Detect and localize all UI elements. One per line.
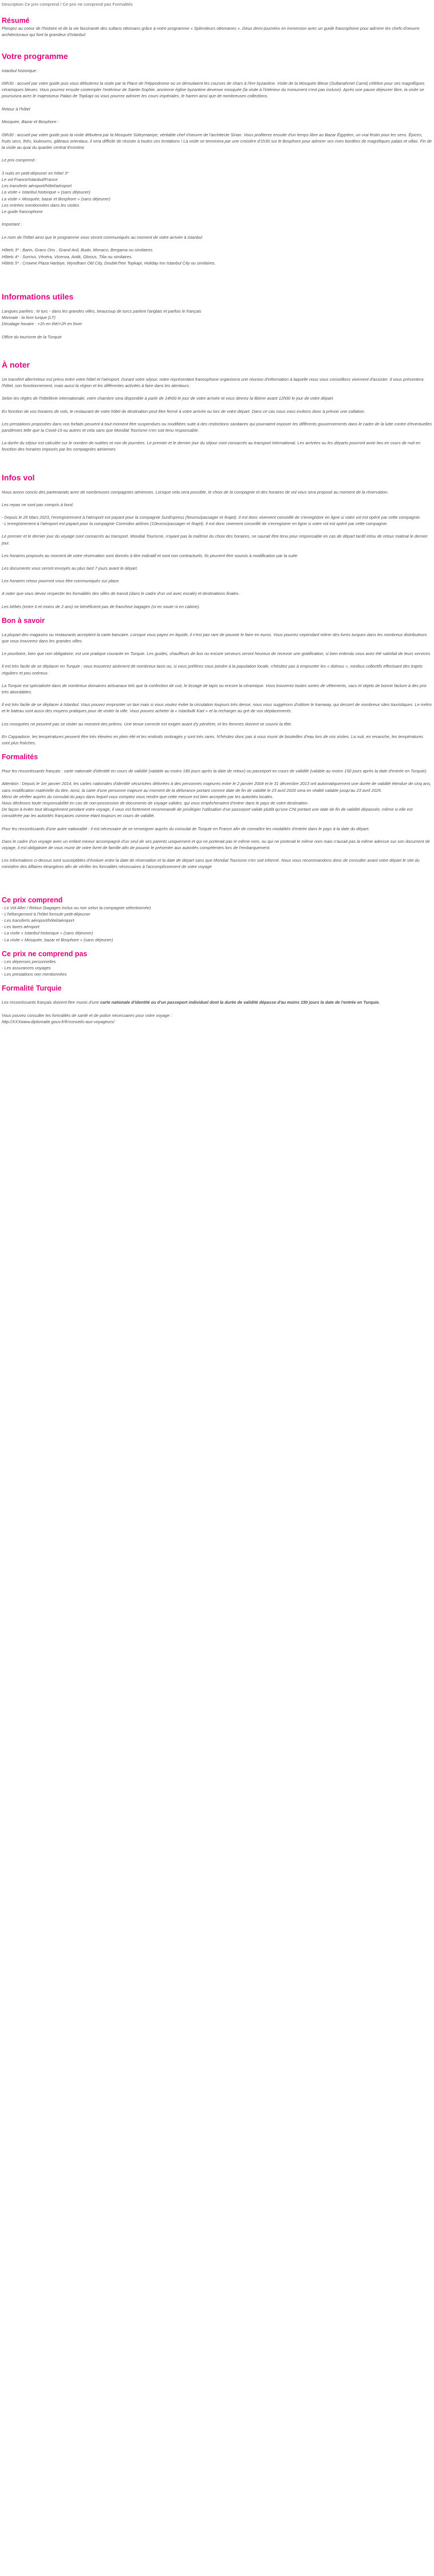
a-noter-paragraph: Les prestations proposées dans nos forfaits peuvent à tout moment être suspendues ou modifiées suite à des restrictions sanitaires qui pourraient imposer les différents gouvernements dans le cadre de la lutte contre d'éventuelles pandémies telle que la Covid-19 ou autres et cela sans que Mondial Tourisme n'en soit tenu responsable.	[2, 421, 432, 433]
programme-line	[2, 125, 432, 131]
infos-vol-paragraph: Les repas ne sont pas compris à bord.	[2, 502, 74, 507]
programme-line: Hôtels 3* : Barin, Grans Ons , Grand Anil, Budo, Monaco, Bergama ou similaires.	[2, 247, 154, 253]
nav-description[interactable]: Description	[2, 2, 23, 7]
formalites-body	[2, 768, 432, 870]
prix-comprend-item: - Les transferts aéroport/hôtel/aéroport	[2, 918, 74, 924]
programme-line	[2, 74, 432, 80]
infos-vol-paragraph: Les documents vous seront envoyés au plus tard 7 jours avant le départ.	[2, 565, 138, 571]
infos-vol-body	[2, 489, 432, 610]
nav-separator: /	[60, 2, 62, 7]
prix-comprend-item: - Le Vol Aller / Retour (bagages inclus ou non selon la compagnie sélectionnée)	[2, 905, 151, 910]
programme-line	[2, 112, 432, 119]
infos-vol-paragraph: Les horaires retour pourront vous être communiqués sur place.	[2, 578, 120, 584]
prix-exclut-item: - Les assurances voyages	[2, 965, 51, 971]
programme-line: Important :	[2, 222, 22, 227]
a-noter-paragraph: En fonction de vos horaires de vols, le restaurant de votre hôtel de destination peut être fermé à votre arrivée ou lors de votre départ. Dans ce cas nous vous invitons donc à prévoir une collation.	[2, 408, 365, 414]
formalites-title: Formalités	[2, 753, 38, 762]
programme-line: La visite « Mosquée, bazar et Bosphore » (sans déjeuner)	[2, 196, 111, 202]
infos-utiles-title: Informations utiles	[2, 291, 74, 301]
bon-savoir-paragraph: En Cappadoce, les températures peuvent être très élevées en plein été et les endroits ombragés y sont très rares. N'hésitez donc pas à vous munir de bouteilles d'eau lors de vos visites. La nuit, en revanche, les températures sont plus fraîches.	[2, 733, 424, 746]
bon-savoir-paragraph: Il est très facile de se déplacer à Istanbul. Vous pouvez emprunter un taxi mais si vous voulez éviter la circulation toujours très dense, nous vous suggérons d'utiliser le tramway, qui dessert de nombreux sites touristiques. Le métro et le bateau sont aussi des moyens pratiques pour de visiter la ville. Vous pouvez acheter la « Istanbulk Kart » et la recharger au gré de vos déplacements.	[2, 702, 432, 714]
infos-utiles-line: Office du tourisme de la Turquie	[2, 334, 62, 340]
bon-savoir-title: Bon à savoir	[2, 616, 45, 625]
programme-line: Le vol France/Istanbul/France	[2, 177, 58, 183]
programme-body	[2, 68, 432, 266]
infos-vol-paragraph: - Depuis le 26 Mars 2023, l'enregistrement à l'aéroport est payant pour la compagnie SunExpress (5euros/passager et /trajet). Il est donc vivement conseillé de s'enregistrer en ligne si votre vol est opéré par cette compagnie. - L'enregistrement à l'aéroport est payant pour la compagnie Corendon airlines (10euros/passager et /trajet). Il est donc vivement conseillé de s'enregistrer en ligne si votre vol est opéré par cette compagnie.	[2, 514, 421, 527]
page	[0, 0, 434, 1029]
programme-line: Le nom de l'hôtel ainsi que le programme vous seront communiqués au moment de votre arrivée à Istanbul	[2, 234, 203, 240]
nav-formalities[interactable]: Formalités	[112, 2, 133, 7]
prix-comprend-item: - La visite « Istanbul historique » (sans déjeuner)	[2, 930, 93, 936]
prix-comprend-title: Ce prix comprend	[2, 896, 63, 904]
a-noter-paragraph: La durée du séjour est calculée sur le nombre de nuitées et non de journées. Le premier et le dernier jour du séjour sont consacrés au transport international. Les arrivées ou les départs pourront avoir lieu en cours de nuit en fonction des horaires imposés par les compagnies aériennes	[2, 440, 421, 452]
programme-line	[2, 215, 432, 221]
programme-line: Le prix comprend :	[2, 157, 37, 163]
formalites-paragraph: Pour les ressortissants français : carte nationale d'identité en cours de validité (valable au moins 180 jours après la date de retour) ou passeport en cours de validité (valable au moins 150 jours après la date d'entrée en Turquie).	[2, 768, 428, 774]
formalites-paragraph: Dans le cadre d'un voyage avec un enfant mineur accompagné d'un seul de ses parents uniquement et qui ne porterait pas le même nom, ou qui ne porterait le même nom mais n'aurait pas la même adresse sur son document de voyage, il est obligatoire de vous munir de votre livret de famille afin de pouvoir le présenter aux autorités compétentes lors de l'embarquement.	[2, 838, 430, 851]
infos-vol-paragraph: A noter que vous devez respecter les formalités des villes de transit (dans le cadre d'un vol avec escale) et destinations finales.	[2, 591, 240, 597]
programme-title: Votre programme	[2, 51, 68, 61]
programme-line: Mosquée, Bazar et Bosphore :	[2, 119, 59, 125]
prix-comprend-list	[2, 905, 432, 943]
infos-vol-paragraph: Le premier et le dernier jour du voyage sont consacrés au transport. Mondial Tourisme, n'ayant pas la maîtrise du choix des horaires, ne saurait être tenu pour responsable en cas de départ tardif et/ou de retour matinal le dernier jour.	[2, 534, 428, 546]
formalite-turquie-intro: Les ressortissants français doivent être munis d'une	[2, 1000, 100, 1005]
prix-comprend-item: - Les taxes aéroport	[2, 924, 40, 930]
bon-savoir-paragraph: Le pourboire, bien que non obligatoire, est une pratique courante en Turquie. Les guides, chauffeurs de bus ou encore serveurs seront heureux de recevoir une gratification, si bien entendu vous avez été satisfait de leurs services.	[2, 651, 432, 657]
prix-exclut-list	[2, 958, 432, 978]
top-nav	[2, 1, 432, 7]
infos-vol-paragraph: Les bébés (entre 0 et moins de 2 ans) ne bénéficient pas de franchise bagages (ni en soute ni en cabine).	[2, 603, 200, 609]
formalite-turquie-consult: Vous pouvez consulter les formalités de santé et de police nécessaires pour votre voyage :	[2, 1012, 172, 1018]
formalite-turquie-text	[2, 999, 432, 1005]
programme-line: Istanbul historique :	[2, 68, 39, 73]
infos-utiles-line: Monnaie : la livre turque (LT)	[2, 315, 56, 321]
infos-utiles-body	[2, 308, 432, 340]
a-noter-body	[2, 376, 432, 453]
programme-line: Le guide francophone	[2, 209, 43, 215]
prix-comprend-item: - La visite « Mosquée, bazar et Bosphore » (sans déjeuner)	[2, 937, 113, 942]
a-noter-paragraph: Selon les règles de l'hôtellerie internationale, votre chambre sera disponible à partir de 14h00 le jour de votre arrivée et vous devrez la libérer avant 12h00 le jour de votre départ.	[2, 396, 334, 401]
infos-utiles-line: Langues parlées : le turc - dans les grandes villes, beaucoup de turcs parlent l'anglais et parfois le français	[2, 308, 202, 314]
formalites-paragraph: Attention : Depuis le 1er janvier 2014, les cartes nationales d'identité sécurisées délivrées à des personnes majeures entre le 2 janvier 2004 et le 31 décembre 2013 ont automatiquement une durée de validité étendue de cinq ans, sans modification matérielle du titre. Ainsi, la carte d'une personne majeure au moment de la délivrance portant comme date de fin de validité le 23 avril 2020 sera en réalité valable jusqu'au 23 avril 2025. Merci de vérifier auprès du consulat du pays dans lequel vous comptez vous rendre que cette mesure est bien acceptée par les autorités locales. Nous déclinons toute responsabilité en cas de non-possession de documents de voyage valides, qui vous empêcheraient d'entrer dans le pays de votre destination. De façon à éviter tout désagrément pendant votre voyage, il vous est fortement recommandé de privilégier l'utilisation d'un passeport valide plutôt qu'une CNI portant une date de fin de validité dépassée, même si elle est considérée par les autorités françaises comme étant toujours en cours de validité.	[2, 781, 431, 819]
bon-savoir-paragraph: Les mosquées ne peuvent pas se visiter au moment des prières. Une tenue correcte est exigée avant d'y pénétrer, et les femmes doivent se couvrir la tête.	[2, 721, 293, 727]
programme-line	[2, 164, 432, 170]
nav-includes[interactable]: Ce prix comprend	[25, 2, 60, 7]
a-noter-paragraph: Un transfert aller/retour est prévu entre votre hôtel et l'aéroport. Durant votre séjour, notre représentant francophone organisera une réunion d'information à laquelle nous vous conseillons vivement d'assister. Il vous présentera l'hôtel, son fonctionnement, mais aussi la région et les différentes activités à faire dans les alentours.	[2, 376, 424, 389]
bon-savoir-body	[2, 632, 432, 746]
programme-line	[2, 228, 432, 234]
formalite-turquie-title: Formalité Turquie	[2, 984, 62, 993]
programme-line: Les transferts aéroport/hôtel/aéroport	[2, 183, 72, 189]
formalites-paragraph: Les informations ci-dessus sont susceptibles d'évoluer entre la date de réservation et la date de départ sans que Mondial Tourisme n'en soit informé. Nous vous recommandons donc de consulter avant votre départ le site du ministère des Affaires étrangères afin de vérifier les formalités nécessaires à l'accomplissement de votre voyage	[2, 858, 420, 870]
a-noter-title: À noter	[2, 360, 30, 369]
programme-line: Retour à l'hôtel	[2, 106, 30, 112]
formalites-paragraph: Pour les ressortissants d'une autre nationalité : il est nécessaire de se renseigner auprès du consulat de Turquie en France afin de connaître les modalités d'entrée dans le pays à la date du départ.	[2, 826, 370, 831]
nav-excludes[interactable]: Ce prix ne comprend pas	[62, 2, 112, 7]
formalite-turquie-bold: carte nationale d'identité ou d'un passeport individuel dont la durée de validité dépasse d'au moins 150 jours la date de l'entrée en Turquie.	[100, 1000, 380, 1005]
infos-vol-paragraph: Nous avons conclu des partenariats avec de nombreuses compagnies aériennes. Lorsque cela sera possible, le choix de la compagnie et des horaires de vol vous sera proposé au moment de la réservation.	[2, 489, 389, 495]
programme-line	[2, 151, 432, 157]
bon-savoir-paragraph: La Turquie est spécialisée dans de nombreux domaines artisanaux tels que la confection de cuir, le tissage de tapis ou encore la céramique. Vous trouverez toutes sortes de vêtements, sacs et objets de bonne facture à des prix très abordables.	[2, 683, 427, 695]
infos-utiles-line	[2, 328, 432, 334]
resume-text: Plongez au coeur de l'histoire et de la vie fascinante des sultans ottomans grâce à notre programme « Splendeurs ottomanes ». Deux demi-journées en immersion avec un guide francophone pour admirer les chefs-d'oeuvre architecturaux qui font la grandeur d'Istanbul.	[2, 26, 420, 38]
diplomatie-link[interactable]: http://XXXwww.diplomatie.gouv.fr/fr/conseils-aux-voyageurs/	[2, 1019, 115, 1024]
programme-line: Hôtels 5* : Crowne Plaza Harbiye, Wyndham Old City, DoubleTree Topkapi, Holiday Inn Istanbul City ou similaires.	[2, 260, 216, 266]
programme-line: Les entrées mentionnées dans les visites	[2, 202, 80, 208]
prix-exclut-item: - Les dépenses personnelles	[2, 958, 56, 964]
prix-comprend-item: - L'hébergement à l'hôtel formule petit-déjeuner	[2, 911, 90, 917]
programme-line	[2, 100, 432, 106]
prix-exclut-title: Ce prix ne comprend pas	[2, 949, 88, 958]
programme-line: 3 nuits en petit-déjeuner en hôtel 3*	[2, 170, 69, 176]
infos-utiles-line: Décalage horaire : +1h en été/+2h en hiver	[2, 321, 82, 327]
programme-line	[2, 240, 432, 247]
bon-savoir-paragraph: Il est très facile de se déplacer en Turquie : vous trouverez aisément de nombreux taxis ou, si vous préférez vous joindre à la population locale, n'hésitez pas à emprunter les « dolmus », minibus collectifs effectuant des trajets réguliers et peu onéreux.	[2, 664, 423, 676]
programme-line: Hôtels 4* : Sorriso, Vénéra, Vicenza, Antik, Glorius, Tilia ou similaires.	[2, 254, 133, 259]
programme-line: La visite « Istanbul historique » (sans déjeuner)	[2, 190, 90, 195]
infos-vol-paragraph: Les horaires proposés au moment de votre réservation sont donnés à titre indicatif et sont non contractuels. Ils peuvent être soumis à modification par la suite.	[2, 553, 299, 558]
resume-title: Résumé	[2, 17, 30, 25]
programme-line: 09h30 : accueil par votre guide puis vous débuterez la visite par la Place de l'Hippodrome où se déroulaient les courses de chars à l'ère byzantine. Visite de la Mosquée Bleue (Sultanahmet Camii) célèbre pour ses magnifiques céramiques bleues. Vous pourrez ensuite contempler l'extérieur de Sainte-Sophie, ancienne église byzantine devenue mosquée (la visite à l'intérieur du monument n'est pas incluse). Après une pause déjeuner libre, la visite se poursuivra avec le majestueux Palais de Topkapi où vous pourrez admirer les cours impériales, le harem ainsi que de nombreuses collections.	[2, 81, 425, 99]
bon-savoir-paragraph: La plupart des magasins ou restaurants acceptent la carte bancaire. Lorsque vous payez en liquide, il n'est pas rare de pouvoir le faire en euros. Vous pourrez cependant retirer des livres turques dans les nombreux distributeurs que vous trouverez dans les grandes villes.	[2, 632, 427, 644]
programme-line: 09h30 : accueil par votre guide puis la visite débutera par la Mosquée Süleymaniye, véritable chef d'oeuvre de l'architecte Sinan. Vous profiterez ensuite d'un temps libre au Bazar Égyptien, un vrai festin pour les sens. Épices, fruits secs, thés, loukoums, gâteaux orientaux, il sera difficile de résister à toutes ces tentations ! La visite se terminera par une croisière d'1h30 sur le Bosphore pour admirer ses rives bordées de magnifiques palais et villas. Fin de la visite au quai du quartier central Eminönü	[2, 132, 432, 151]
prix-exclut-item: - Les prestations non mentionnées	[2, 972, 67, 977]
infos-vol-title: Infos vol	[2, 472, 35, 482]
